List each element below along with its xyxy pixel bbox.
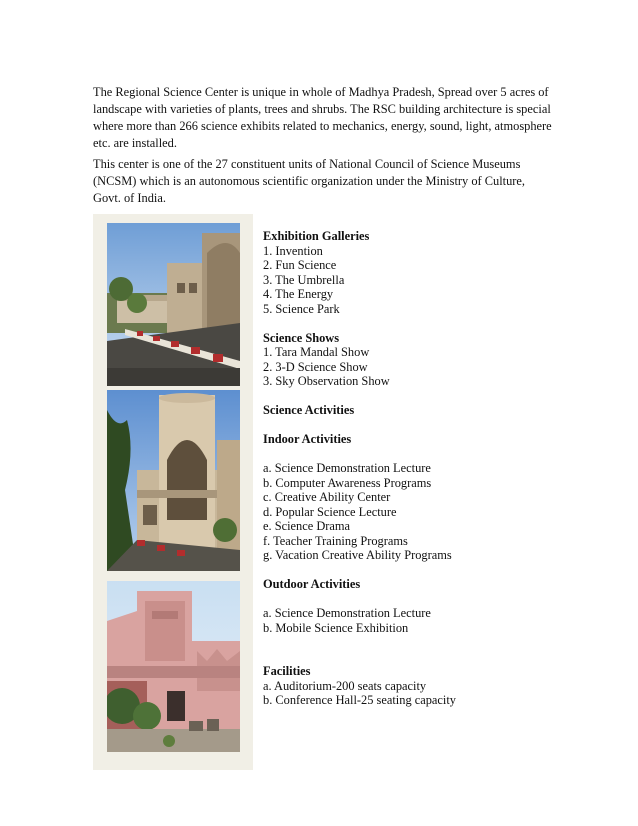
list-item: b. Computer Awareness Programs [263, 475, 432, 490]
list-item: 2. Fun Science [263, 258, 337, 272]
list-item: c. Creative Ability Center [263, 490, 391, 504]
intro-paragraph-1: The Regional Science Center is unique in whole of Madhya Pradesh, Spread over 5 acres of landscape with varieties of plants, trees and shrubs. The RSC building architecture is special where more than 266 science exhibits related to mechanics, energy, sound, light, atmosphere etc. are installed. [93, 85, 552, 150]
facilities-list [263, 679, 583, 708]
outdoor-activities-heading: Outdoor Activities [263, 577, 361, 591]
exhibition-galleries-list [263, 244, 583, 317]
outdoor-activities-list [263, 606, 583, 635]
photo-tower-building [107, 390, 240, 571]
science-shows-heading: Science Shows [263, 330, 340, 345]
programs-column [263, 229, 583, 708]
list-item: d. Popular Science Lecture [263, 504, 397, 519]
science-activities-heading: Science Activities [263, 403, 355, 417]
list-item: 3. The Umbrella [263, 272, 345, 287]
list-item: 4. The Energy [263, 287, 334, 301]
list-item: b. Conference Hall-25 seating capacity [263, 693, 457, 707]
facilities-heading: Facilities [263, 664, 311, 678]
list-item: 3. Sky Observation Show [263, 374, 390, 388]
list-item: 5. Science Park [263, 301, 340, 316]
list-item: 1. Tara Mandal Show [263, 345, 370, 359]
list-item: 1. Invention [263, 243, 323, 258]
exhibition-galleries-heading: Exhibition Galleries [263, 229, 370, 243]
list-item: 2. 3-D Science Show [263, 359, 368, 374]
photo-building-exterior [107, 223, 240, 386]
list-item: e. Science Drama [263, 519, 351, 533]
list-item: g. Vacation Creative Ability Programs [263, 548, 452, 562]
indoor-activities-heading: Indoor Activities [263, 432, 352, 446]
photo-pink-building [107, 581, 240, 752]
photo-strip [93, 214, 253, 770]
list-item: a. Science Demonstration Lecture [263, 606, 431, 620]
list-item: a. Science Demonstration Lecture [263, 461, 431, 475]
list-item: a. Auditorium-200 seats capacity [263, 678, 427, 693]
list-item: f. Teacher Training Programs [263, 533, 408, 548]
list-item: b. Mobile Science Exhibition [263, 620, 409, 635]
science-shows-list [263, 345, 583, 389]
indoor-activities-list [263, 461, 583, 563]
intro-paragraph-2: This center is one of the 27 constituent units of National Council of Science Museums (NCSM) which is an autonomous scientific organization under the Ministry of Culture, Govt. of India. [93, 157, 525, 205]
